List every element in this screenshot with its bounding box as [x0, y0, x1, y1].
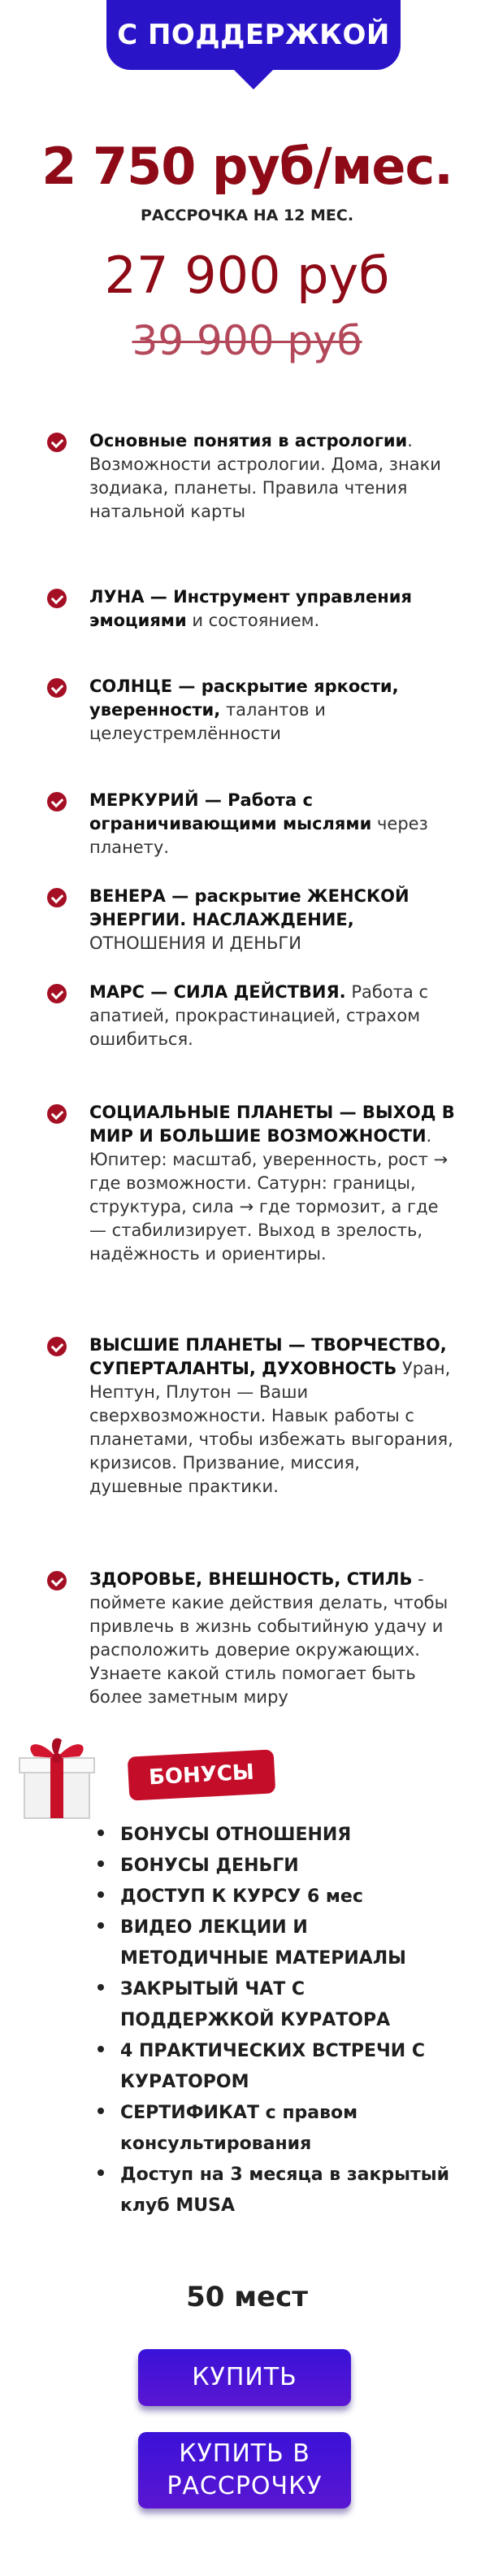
topic-text — [89, 585, 455, 633]
bonus-label — [128, 1749, 276, 1800]
topic-description: . Юпитер: масштаб, уверенность, рост → где возможности. Сатурн: границы, структура, сила → где тормозит, а где — стабилизирует. Выход в зрелость, надёжность и ориентиры. — [89, 1126, 448, 1264]
bullet-icon — [98, 1984, 104, 1991]
topic-text — [89, 1334, 455, 1499]
bonus-item-label: 4 ПРАКТИЧЕСКИХ ВСТРЕЧИ С КУРАТОРОМ — [120, 2041, 425, 2092]
old-price: 39 900 руб — [132, 317, 362, 364]
full-price: 27 900 руб — [104, 246, 390, 305]
topic-title: ЗДОРОВЬЕ, ВНЕШНОСТЬ, СТИЛЬ — [89, 1569, 413, 1589]
topic-description: талантов и целеустремлённости — [89, 700, 326, 743]
topic-title: СОЦИАЛЬНЫЕ ПЛАНЕТЫ — ВЫХОД В МИР И БОЛЬШИЕ ВОЗМОЖНОСТИ — [89, 1103, 455, 1146]
topic-description: и состоянием. — [186, 611, 320, 630]
buy-button[interactable] — [138, 2349, 351, 2406]
topic-description: ОТНОШЕНИЯ И ДЕНЬГИ — [89, 933, 301, 953]
topic-title: Основные понятия в астрологии — [89, 431, 408, 450]
monthly-price: 2 750 руб/мес. — [41, 137, 453, 196]
topic-title: ВЕНЕРА — раскрытие ЖЕНСКОЙ ЭНЕРГИИ. НАСЛАЖДЕНИЕ, — [89, 886, 410, 929]
check-circle-icon — [47, 678, 67, 698]
bullet-icon — [98, 2169, 104, 2176]
package-badge-label: С ПОДДЕРЖКОЙ — [117, 19, 390, 51]
topic-description: через планету. — [89, 814, 428, 857]
topic-text — [89, 1568, 455, 1709]
topic-text — [89, 789, 455, 859]
topic-text — [89, 429, 455, 524]
topic-title: ЛУНА — Инструмент управления эмоциями — [89, 587, 412, 630]
installment-note: РАССРОЧКА НА 12 МЕС. — [140, 207, 354, 224]
bonus-item-label: ЗАКРЫТЫЙ ЧАТ С ПОДДЕРЖКОЙ КУРАТОРА — [120, 1979, 391, 2030]
bonus-item-label: Доступ на 3 месяца в закрытый клуб MUSA — [120, 2165, 450, 2216]
bullet-icon — [98, 1891, 104, 1898]
package-badge — [106, 0, 401, 70]
bullet-icon — [98, 1830, 104, 1836]
bonus-item-label: СЕРТИФИКАТ с правом консультирования — [120, 2103, 358, 2154]
buy-installment-button[interactable] — [138, 2432, 351, 2509]
topic-text — [89, 981, 455, 1051]
bonus-item-label: БОНУСЫ ОТНОШЕНИЯ — [120, 1825, 352, 1845]
topic-title: СОЛНЦЕ — раскрытие яркости, уверенности, — [89, 677, 399, 720]
buy-button-label: КУПИТЬ — [192, 2363, 297, 2391]
topic-description: - поймете какие действия делать, чтобы привлечь в жизнь событийную удачу и расположить доверие окружающих. Узнаете какой стиль помогает быть более заметным миру — [89, 1569, 448, 1707]
topic-title: МАРС — СИЛА ДЕЙСТВИЯ. — [89, 982, 346, 1002]
check-circle-icon — [47, 1104, 67, 1124]
bullet-icon — [98, 1860, 104, 1867]
bonus-label-text: БОНУСЫ — [148, 1760, 255, 1791]
topic-text — [89, 885, 455, 955]
topic-title: МЕРКУРИЙ — Работа с ограничивающими мыслями — [89, 790, 372, 833]
topic-description: . Возможности астрологии. Дома, знаки зодиака, планеты. Правила чтения натальной карты — [89, 431, 441, 521]
topic-description: Работа с апатией, прокрастинацией, страхом ошибиться. — [89, 982, 428, 1049]
check-circle-icon — [47, 984, 67, 1003]
check-circle-icon — [47, 1571, 67, 1590]
gift-box-icon — [15, 1729, 99, 1821]
topic-text — [89, 675, 455, 746]
check-circle-icon — [47, 433, 67, 452]
check-circle-icon — [47, 1337, 67, 1356]
bonus-item-label: ДОСТУП К КУРСУ 6 мес — [120, 1886, 363, 1907]
places-count: 50 мест — [186, 2281, 308, 2313]
topic-description: Уран, Нептун, Плутон — Ваши сверхвозможности. Навык работы с планетами, чтобы избежать выгорания, кризисов. Призвание, миссия, душевные практики. — [89, 1359, 453, 1496]
topic-title: ВЫСШИЕ ПЛАНЕТЫ — ТВОРЧЕСТВО, СУПЕРТАЛАНТЫ, ДУХОВНОСТЬ — [89, 1335, 447, 1378]
bullet-icon — [98, 2108, 104, 2114]
buy-installment-button-label: КУПИТЬ В РАССРОЧКУ — [167, 2439, 323, 2500]
check-circle-icon — [47, 888, 67, 907]
bullet-icon — [98, 2046, 104, 2052]
bonus-item-label: БОНУСЫ ДЕНЬГИ — [120, 1856, 299, 1876]
topic-text — [89, 1101, 455, 1266]
check-circle-icon — [47, 792, 67, 812]
bullet-icon — [98, 1922, 104, 1929]
bonus-item-label: ВИДЕО ЛЕКЦИИ И МЕТОДИЧНЫЕ МАТЕРИАЛЫ — [120, 1917, 406, 1969]
check-circle-icon — [47, 589, 67, 608]
